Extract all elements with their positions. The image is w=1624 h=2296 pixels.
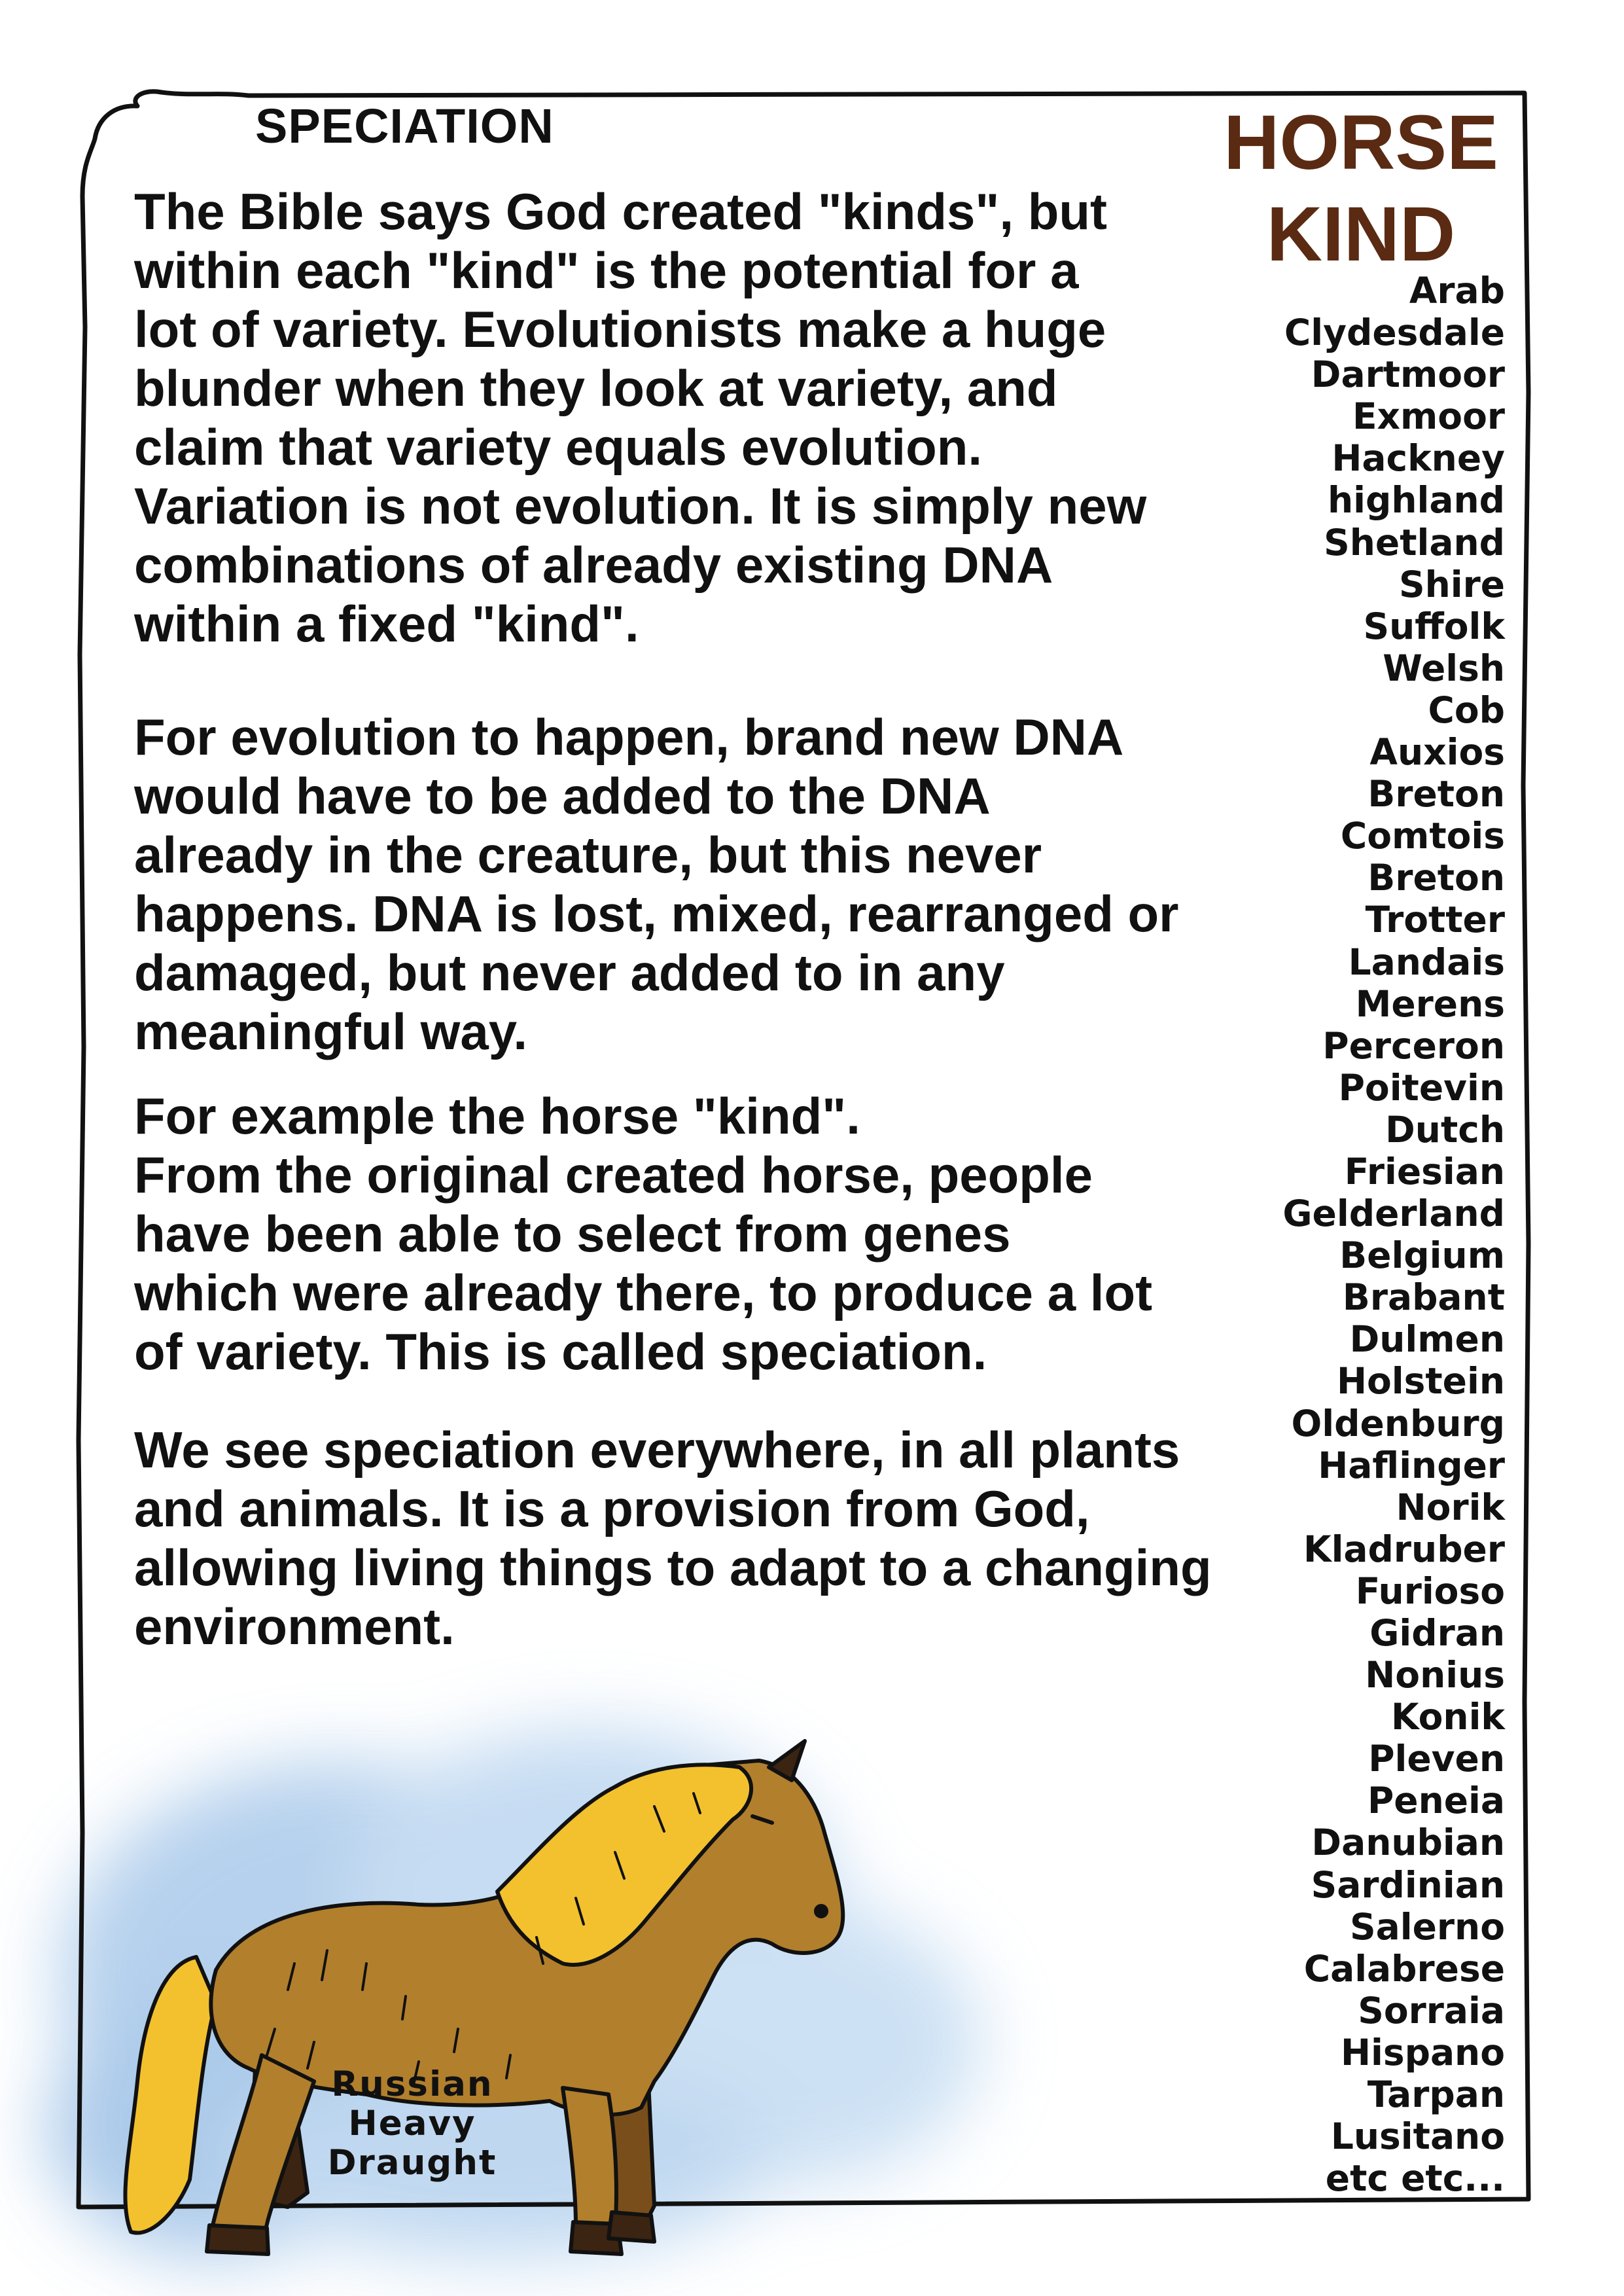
horse-near-hind-hoof (207, 2225, 268, 2254)
breed-item: Arab (1409, 270, 1505, 312)
breed-item: highland (1327, 479, 1505, 522)
breed-item: Tarpan (1367, 2073, 1505, 2116)
breed-list (1282, 270, 1505, 2199)
breed-item: Trotter (1365, 899, 1505, 941)
breed-item: Welsh (1383, 647, 1505, 689)
horse-kind-heading: HORSE KIND (1224, 99, 1498, 278)
breed-item: Kladruber (1303, 1528, 1505, 1570)
breed-item: Brabant (1342, 1276, 1505, 1319)
breed-item: Peneia (1367, 1780, 1505, 1822)
breed-item: Comtois (1340, 815, 1505, 857)
breed-item: Exmoor (1352, 395, 1505, 438)
breed-item: Hispano (1340, 2031, 1505, 2073)
breed-item: Gidran (1369, 1612, 1505, 1654)
paragraph-bible-kinds: The Bible says God created "kinds", but within each "kind" is the potential for a lot of variety. Evolutionists make a huge blunder when they look at variety, and claim that variety equals evolution. Variation is not evolution. It is simply new combinations of already existing DNA within a fixed "kind". (134, 183, 1147, 653)
breed-item: Landais (1348, 941, 1505, 983)
breed-item: Cob (1428, 689, 1505, 731)
breed-item: Dutch (1385, 1108, 1505, 1151)
breed-item: Merens (1355, 982, 1505, 1025)
horse-caption: Russian Heavy Draught (327, 2064, 497, 2183)
breed-item: Holstein (1336, 1360, 1505, 1403)
breed-item: Breton (1368, 773, 1505, 816)
breed-item: Auxios (1369, 731, 1505, 774)
paragraph-horse-example: For example the horse "kind". From the original created horse, people have been able to select from genes which were already there, to produce a lot of variety. This is called speciation. (134, 1087, 1153, 1380)
horse-nostril (816, 1906, 826, 1916)
breed-item: Hackney (1332, 437, 1505, 480)
breed-item: Pleven (1368, 1738, 1505, 1780)
breed-item: Nonius (1365, 1654, 1505, 1696)
paragraph-evolution-dna: For evolution to happen, brand new DNA would have to be added to the DNA already in the creature, but this never happens. DNA is lost, mixed, rearranged or damaged, but never added to in any meaningful way. (134, 708, 1179, 1060)
breed-item: Gelderland (1282, 1193, 1505, 1235)
breed-item: Suffolk (1363, 605, 1505, 647)
breed-item: Sardinian (1311, 1863, 1505, 1906)
breed-item: Shire (1398, 563, 1505, 605)
breed-item: Clydesdale (1284, 312, 1505, 354)
breed-item: Poitevin (1338, 1066, 1505, 1109)
breed-item: Dulmen (1349, 1318, 1505, 1361)
breed-item: Dartmoor (1311, 353, 1505, 396)
breed-item: Haflinger (1318, 1444, 1505, 1486)
horse-far-fore-hoof (609, 2212, 654, 2242)
breed-item: Shetland (1324, 521, 1505, 564)
paragraph-speciation-everywhere: We see speciation everywhere, in all plants and animals. It is a provision from God, allowing living things to adapt to a changing environment. (134, 1421, 1212, 1655)
breed-item: Oldenburg (1291, 1402, 1505, 1444)
breed-item: etc etc... (1325, 2157, 1505, 2200)
breed-item: Lusitano (1330, 2115, 1505, 2158)
breed-item: Salerno (1350, 1905, 1505, 1948)
page-title: SPECIATION (255, 99, 554, 153)
breed-item: Danubian (1311, 1821, 1505, 1864)
breed-item: Norik (1396, 1486, 1505, 1528)
breed-item: Breton (1368, 857, 1505, 899)
breed-item: Sorraia (1358, 1989, 1505, 2032)
breed-item: Calabrese (1303, 1947, 1505, 1990)
breed-item: Furioso (1355, 1570, 1505, 1612)
breed-item: Friesian (1344, 1150, 1505, 1193)
breed-item: Perceron (1322, 1024, 1505, 1067)
breed-item: Konik (1390, 1696, 1505, 1738)
breed-item: Belgium (1339, 1234, 1505, 1277)
